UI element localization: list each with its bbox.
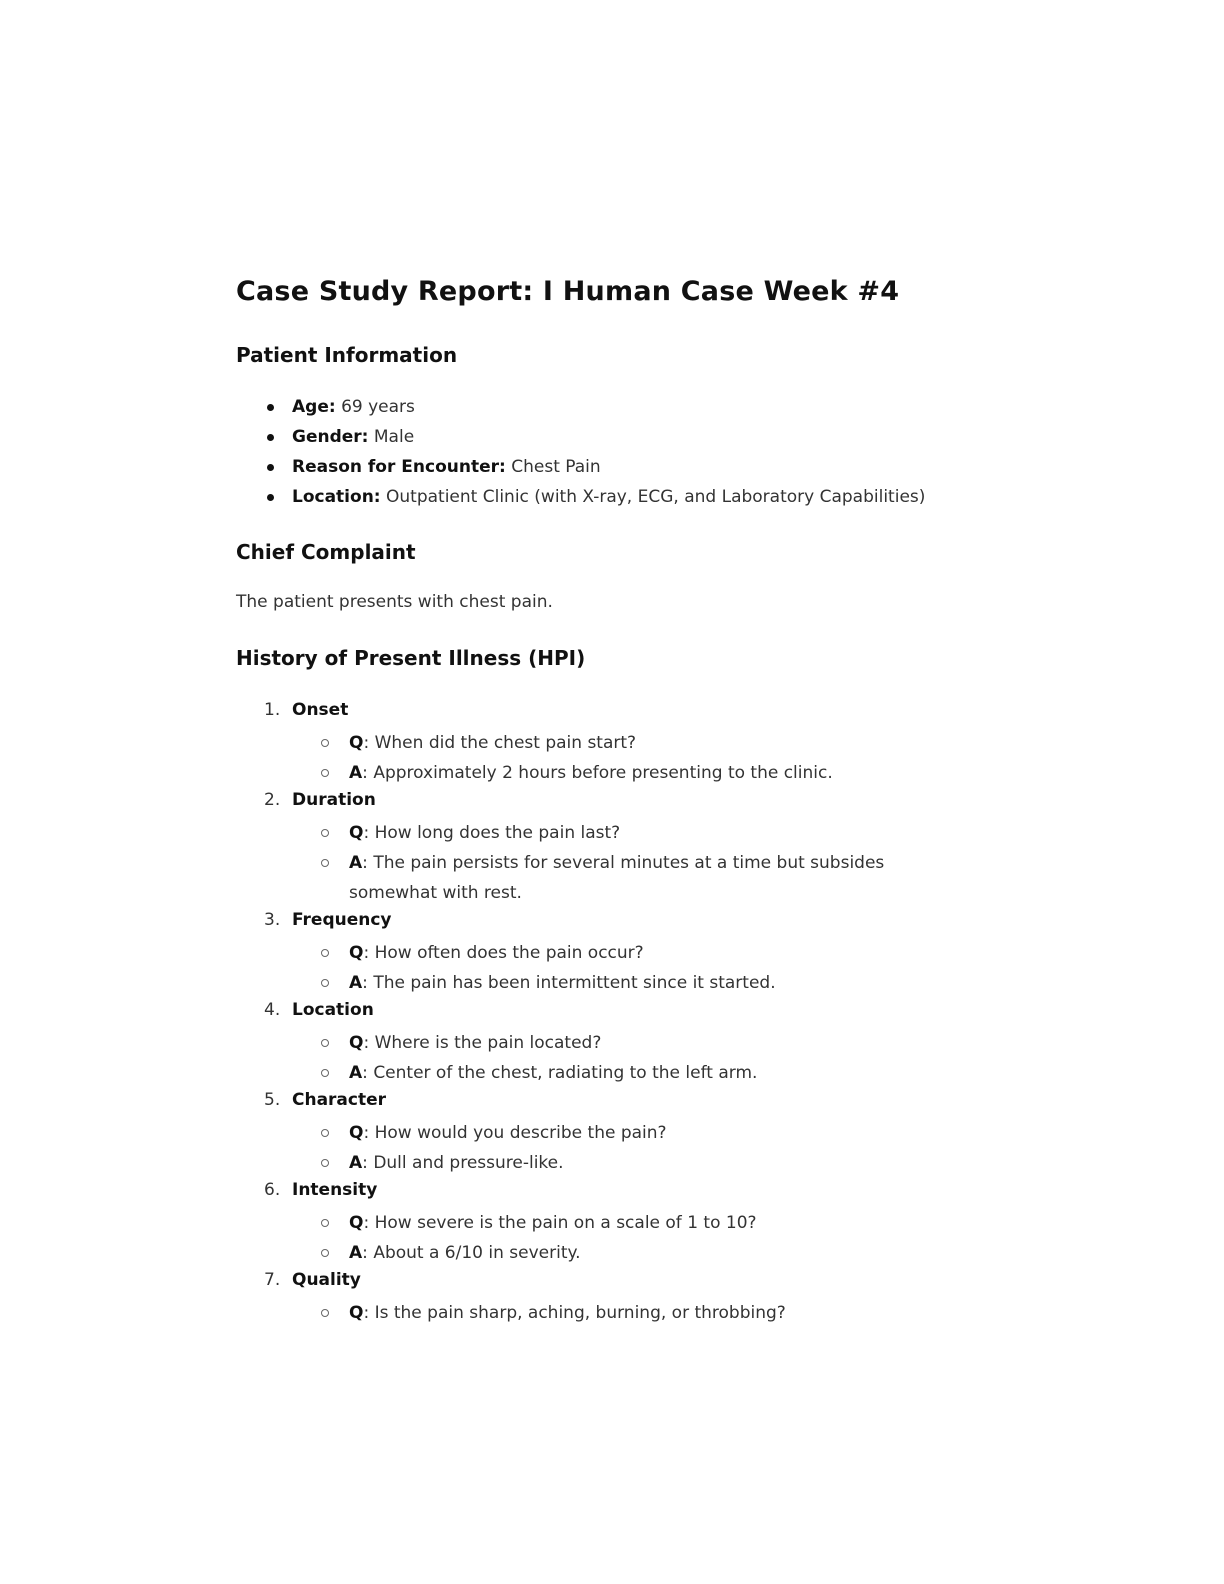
hpi-item-character	[264, 1088, 909, 1178]
answer-tag: A	[349, 973, 363, 993]
question-line: Q: How often does the pain occur?	[264, 938, 909, 968]
hpi-item-number: 2.	[264, 790, 281, 810]
question-line: Q: How severe is the pain on a scale of 1 to 10?	[264, 1208, 909, 1238]
field-value: 69 years	[341, 397, 415, 417]
question-text: Where is the pain located?	[374, 1033, 602, 1053]
qa-list	[264, 938, 909, 998]
field-label: Location	[292, 487, 374, 507]
field-value: Outpatient Clinic (with X-ray, ECG, and Laboratory Capabilities)	[386, 487, 926, 507]
patient-information-list	[264, 395, 925, 515]
answer-tag: A	[349, 1153, 363, 1173]
hpi-item-heading	[264, 998, 909, 1028]
qa-list	[264, 818, 909, 908]
question-line: Q: How would you describe the pain?	[264, 1118, 909, 1148]
question-tag: Q	[349, 943, 364, 963]
answer-tag: A	[349, 1063, 363, 1083]
chief-complaint-heading: Chief Complaint	[236, 540, 416, 564]
hpi-item-heading	[264, 1268, 909, 1298]
field-label: Reason for Encounter	[292, 457, 500, 477]
hpi-item-heading	[264, 788, 909, 818]
answer-text: The pain persists for several minutes at a time but subsides somewhat with rest.	[349, 853, 885, 903]
answer-line: A: About a 6/10 in severity.	[264, 1238, 909, 1268]
question-text: How long does the pain last?	[374, 823, 621, 843]
chief-complaint-text: The patient presents with chest pain.	[236, 592, 553, 612]
question-line: Q: How long does the pain last?	[264, 818, 909, 848]
hpi-list	[264, 698, 909, 1328]
question-tag: Q	[349, 1123, 364, 1143]
hpi-item-location	[264, 998, 909, 1088]
answer-text: The pain has been intermittent since it started.	[373, 973, 776, 993]
question-line: Q: Where is the pain located?	[264, 1028, 909, 1058]
hpi-item-number: 5.	[264, 1090, 281, 1110]
patient-information-heading: Patient Information	[236, 343, 458, 367]
answer-text: Approximately 2 hours before presenting to the clinic.	[373, 763, 833, 783]
hpi-item-name: Duration	[292, 790, 376, 810]
hpi-item-duration	[264, 788, 909, 908]
hpi-item-name: Onset	[292, 700, 349, 720]
hpi-item-name: Quality	[292, 1270, 361, 1290]
field-value: Male	[373, 427, 415, 447]
hpi-item-intensity	[264, 1178, 909, 1268]
hpi-item-frequency	[264, 908, 909, 998]
field-label: Age	[292, 397, 329, 417]
answer-line: A: The pain persists for several minutes at a time but subsides somewhat with rest.	[264, 848, 909, 908]
hpi-item-heading	[264, 1178, 909, 1208]
qa-list	[264, 1208, 909, 1268]
hpi-item-number: 7.	[264, 1270, 281, 1290]
hpi-item-quality	[264, 1268, 909, 1328]
question-text: Is the pain sharp, aching, burning, or throbbing?	[374, 1303, 786, 1323]
patient-info-item-age: Age: 69 years	[264, 395, 925, 425]
question-line: Q: Is the pain sharp, aching, burning, or throbbing?	[264, 1298, 909, 1328]
question-tag: Q	[349, 823, 364, 843]
hpi-item-name: Location	[292, 1000, 374, 1020]
answer-line: A: The pain has been intermittent since it started.	[264, 968, 909, 998]
patient-info-item-location: Location: Outpatient Clinic (with X-ray, ECG, and Laboratory Capabilities)	[264, 485, 925, 515]
hpi-item-onset	[264, 698, 909, 788]
answer-line: A: Dull and pressure-like.	[264, 1148, 909, 1178]
patient-info-item-gender: Gender: Male	[264, 425, 925, 455]
question-text: How would you describe the pain?	[374, 1123, 667, 1143]
question-tag: Q	[349, 1303, 364, 1323]
question-text: How often does the pain occur?	[374, 943, 644, 963]
qa-list	[264, 1118, 909, 1178]
hpi-item-heading	[264, 908, 909, 938]
answer-text: About a 6/10 in severity.	[373, 1243, 581, 1263]
hpi-item-number: 3.	[264, 910, 281, 930]
qa-list	[264, 1298, 909, 1328]
qa-list	[264, 728, 909, 788]
answer-line: A: Center of the chest, radiating to the left arm.	[264, 1058, 909, 1088]
answer-tag: A	[349, 763, 363, 783]
hpi-item-heading	[264, 1088, 909, 1118]
patient-info-item-reason: Reason for Encounter: Chest Pain	[264, 455, 925, 485]
answer-text: Center of the chest, radiating to the left arm.	[373, 1063, 758, 1083]
qa-list	[264, 1028, 909, 1088]
question-line: Q: When did the chest pain start?	[264, 728, 909, 758]
hpi-item-name: Frequency	[292, 910, 392, 930]
field-label: Gender	[292, 427, 362, 447]
question-tag: Q	[349, 1213, 364, 1233]
hpi-item-number: 1.	[264, 700, 281, 720]
hpi-heading: History of Present Illness (HPI)	[236, 646, 586, 670]
document-title: Case Study Report: I Human Case Week #4	[236, 276, 900, 307]
question-text: When did the chest pain start?	[374, 733, 637, 753]
question-tag: Q	[349, 1033, 364, 1053]
hpi-item-name: Intensity	[292, 1180, 378, 1200]
field-value: Chest Pain	[511, 457, 601, 477]
question-tag: Q	[349, 733, 364, 753]
answer-line: A: Approximately 2 hours before presenting to the clinic.	[264, 758, 909, 788]
question-text: How severe is the pain on a scale of 1 to 10?	[374, 1213, 757, 1233]
answer-tag: A	[349, 853, 363, 873]
hpi-item-number: 4.	[264, 1000, 281, 1020]
answer-tag: A	[349, 1243, 363, 1263]
answer-text: Dull and pressure-like.	[373, 1153, 564, 1173]
hpi-item-number: 6.	[264, 1180, 281, 1200]
hpi-item-name: Character	[292, 1090, 387, 1110]
hpi-item-heading	[264, 698, 909, 728]
